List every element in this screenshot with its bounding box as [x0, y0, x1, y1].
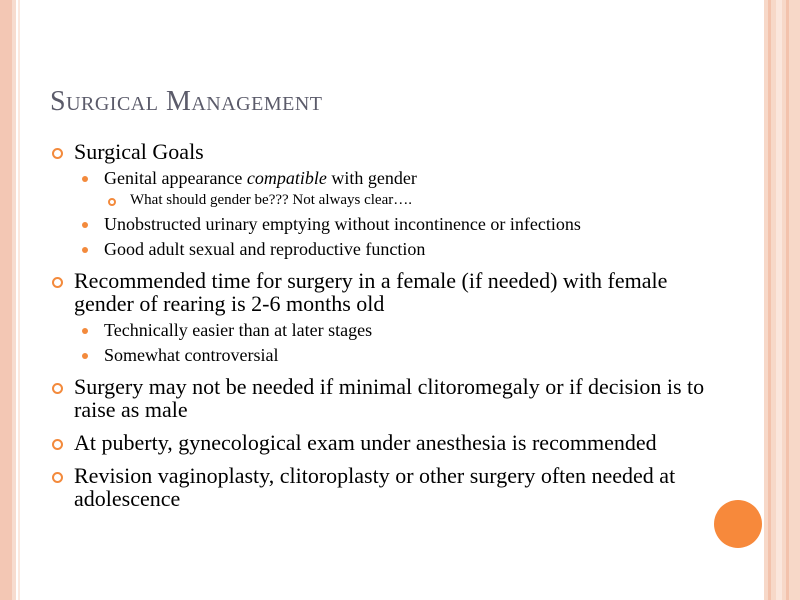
filled-dot-icon: [82, 353, 88, 359]
bullet-item: [50, 375, 710, 421]
bullet-text: Surgical Goals: [74, 139, 204, 164]
filled-dot-icon: [82, 222, 88, 228]
bullet-item: [50, 140, 710, 163]
small-hollow-circle-icon: [108, 198, 116, 206]
bullet-item: [50, 269, 710, 315]
filled-dot-icon: [82, 176, 88, 182]
sub-bullet-text: Unobstructed urinary emptying without incontinence or infections: [104, 214, 581, 234]
sub-bullet-item: [50, 169, 710, 188]
orange-circle-decoration: [714, 500, 762, 548]
left-frame-stripe: [12, 0, 16, 600]
sub-bullet-text-post: with gender: [326, 168, 417, 188]
bullet-text: Revision vaginoplasty, clitoroplasty or other surgery often needed at adolescence: [74, 463, 676, 511]
sub-bullet-text: Technically easier than at later stages: [104, 320, 373, 340]
sub-bullet-item: [50, 215, 710, 234]
sub-bullet-item: [50, 346, 710, 365]
filled-dot-icon: [82, 247, 88, 253]
sub-sub-bullet-item: [50, 192, 710, 209]
hollow-circle-icon: [52, 472, 63, 483]
hollow-circle-icon: [52, 277, 63, 288]
sub-bullet-item: [50, 321, 710, 340]
hollow-circle-icon: [52, 383, 63, 394]
sub-bullet-item: [50, 240, 710, 259]
hollow-circle-icon: [52, 148, 63, 159]
sub-bullet-text: Good adult sexual and reproductive function: [104, 239, 426, 259]
bullet-text: Surgery may not be needed if minimal clitoromegaly or if decision is to raise as male: [74, 374, 705, 422]
sub-bullet-text: Somewhat controversial: [104, 345, 279, 365]
sub-bullet-text-pre: Genital appearance: [104, 168, 247, 188]
right-frame-line: [786, 0, 789, 600]
bullet-text: At puberty, gynecological exam under anesthesia is recommended: [74, 430, 657, 455]
slide-title: Surgical Management: [50, 86, 323, 117]
hollow-circle-icon: [52, 439, 63, 450]
bullet-text: Recommended time for surgery in a female (if needed) with female gender of rearing is 2-6 months old: [74, 268, 668, 316]
bullet-list: [50, 140, 710, 510]
right-frame-line: [768, 0, 771, 600]
left-frame-band: [0, 0, 12, 600]
right-frame-line: [776, 0, 782, 600]
sub-sub-bullet-text: What should gender be??? Not always clear….: [130, 192, 412, 208]
bullet-item: [50, 431, 710, 454]
bullet-item: [50, 464, 710, 510]
sub-bullet-text-emphasis: compatible: [246, 168, 327, 188]
filled-dot-icon: [82, 328, 88, 334]
left-frame-line: [18, 0, 20, 600]
